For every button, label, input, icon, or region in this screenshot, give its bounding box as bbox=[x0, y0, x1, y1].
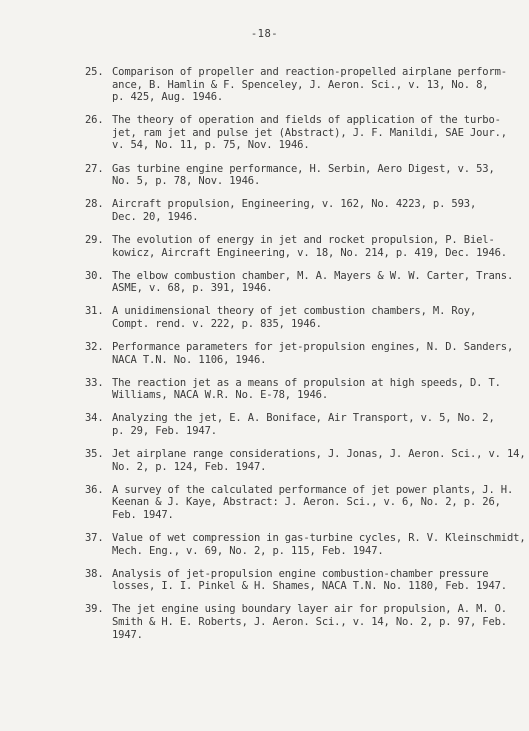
reference-number: 33. bbox=[85, 376, 104, 389]
reference-entry bbox=[85, 567, 520, 593]
reference-text-line: No. 5, p. 78, Nov. 1946. bbox=[112, 175, 261, 188]
reference-entry bbox=[85, 448, 526, 473]
reference-entry bbox=[85, 162, 520, 188]
reference-text-line: Aircraft propulsion, Engineering, v. 162, No. 4223, p. 593, bbox=[112, 198, 477, 211]
reference-text-line: Feb. 1947. bbox=[112, 508, 174, 521]
reference-entry bbox=[85, 603, 520, 641]
reference-entry bbox=[85, 305, 520, 330]
reference-text-line: Dec. 20, 1946. bbox=[112, 210, 199, 223]
reference-text-line: NACA T.N. No. 1106, 1946. bbox=[112, 353, 267, 366]
reference-text-line: Mech. Eng., v. 69, No. 2, p. 115, Feb. 1947. bbox=[112, 544, 384, 557]
reference-text-line: p. 425, Aug. 1946. bbox=[112, 91, 224, 104]
reference-list bbox=[85, 66, 526, 652]
reference-text-line: The elbow combustion chamber, M. A. Mayers & W. W. Carter, Trans. bbox=[112, 269, 514, 282]
reference-number: 28. bbox=[85, 198, 104, 211]
reference-entry bbox=[85, 269, 520, 295]
reference-text-line: ance, B. Hamlin & F. Spenceley, J. Aeron. Sci., v. 13, No. 8, bbox=[112, 78, 489, 91]
reference-entry bbox=[85, 114, 520, 152]
reference-number: 30. bbox=[85, 269, 104, 282]
reference-text-line: Comparison of propeller and reaction-propelled airplane perform- bbox=[112, 66, 507, 78]
reference-entry bbox=[85, 376, 520, 402]
page-number: -18- bbox=[250, 28, 279, 40]
reference-text-line: v. 54, No. 11, p. 75, Nov. 1946. bbox=[112, 139, 310, 152]
reference-text-line: The evolution of energy in jet and rocket propulsion, P. Biel- bbox=[112, 233, 495, 246]
reference-text-line: Smith & H. E. Roberts, J. Aeron. Sci., v. 14, No. 2, p. 97, Feb. bbox=[112, 616, 507, 628]
reference-entry bbox=[85, 198, 520, 223]
reference-text-line: p. 29, Feb. 1947. bbox=[112, 424, 217, 437]
reference-text-line: The jet engine using boundary layer air for propulsion, A. M. O. bbox=[112, 603, 507, 616]
reference-number: 34. bbox=[85, 412, 104, 425]
reference-text-line: A survey of the calculated performance of jet power plants, J. H. bbox=[112, 483, 514, 496]
reference-text-line: kowicz, Aircraft Engineering, v. 18, No. 214, p. 419, Dec. 1946. bbox=[112, 246, 507, 259]
reference-entry bbox=[85, 341, 520, 366]
reference-number: 37. bbox=[85, 532, 104, 545]
reference-entry bbox=[85, 66, 520, 104]
reference-text-line: The reaction jet as a means of propulsion at high speeds, D. T. bbox=[112, 376, 501, 389]
reference-text-line: Analysis of jet-propulsion engine combustion-chamber pressure bbox=[112, 567, 489, 580]
reference-text-line: Jet airplane range considerations, J. Jonas, J. Aeron. Sci., v. 14, bbox=[112, 448, 526, 461]
reference-entry bbox=[85, 233, 520, 259]
reference-text-line: losses, I. I. Pinkel & H. Shames, NACA T.N. No. 1180, Feb. 1947. bbox=[112, 580, 507, 593]
reference-text-line: ASME, v. 68, p. 391, 1946. bbox=[112, 282, 273, 295]
reference-text-line: No. 2, p. 124, Feb. 1947. bbox=[112, 460, 267, 473]
reference-text-line: Compt. rend. v. 222, p. 835, 1946. bbox=[112, 317, 322, 330]
reference-number: 38. bbox=[85, 567, 104, 580]
reference-text-line: A unidimensional theory of jet combustion chambers, M. Roy, bbox=[112, 305, 477, 318]
reference-text-line: Williams, NACA W.R. No. E-78, 1946. bbox=[112, 389, 329, 402]
reference-entry bbox=[85, 483, 520, 522]
reference-number: 32. bbox=[85, 341, 104, 353]
reference-entry bbox=[85, 532, 526, 557]
reference-text-line: Gas turbine engine performance, H. Serbin, Aero Digest, v. 53, bbox=[112, 162, 495, 175]
reference-entry bbox=[85, 412, 520, 437]
reference-text-line: Value of wet compression in gas-turbine cycles, R. V. Kleinschmidt, bbox=[112, 532, 526, 545]
reference-number: 36. bbox=[85, 483, 104, 496]
reference-text-line: 1947. bbox=[112, 628, 143, 641]
reference-number: 35. bbox=[85, 448, 104, 461]
reference-number: 29. bbox=[85, 233, 104, 246]
reference-number: 39. bbox=[85, 603, 104, 616]
reference-text-line: jet, ram jet and pulse jet (Abstract), J. F. Manildi, SAE Jour., bbox=[112, 126, 507, 139]
reference-number: 27. bbox=[85, 162, 104, 175]
reference-number: 26. bbox=[85, 114, 104, 127]
reference-text-line: Analyzing the jet, E. A. Boniface, Air Transport, v. 5, No. 2, bbox=[112, 412, 495, 425]
reference-text-line: Keenan & J. Kaye, Abstract: J. Aeron. Sci., v. 6, No. 2, p. 26, bbox=[112, 496, 501, 509]
reference-text-line: Performance parameters for jet-propulsion engines, N. D. Sanders, bbox=[112, 341, 514, 353]
reference-text-line: The theory of operation and fields of application of the turbo- bbox=[112, 114, 501, 127]
reference-number: 31. bbox=[85, 305, 104, 318]
reference-number: 25. bbox=[85, 66, 104, 78]
